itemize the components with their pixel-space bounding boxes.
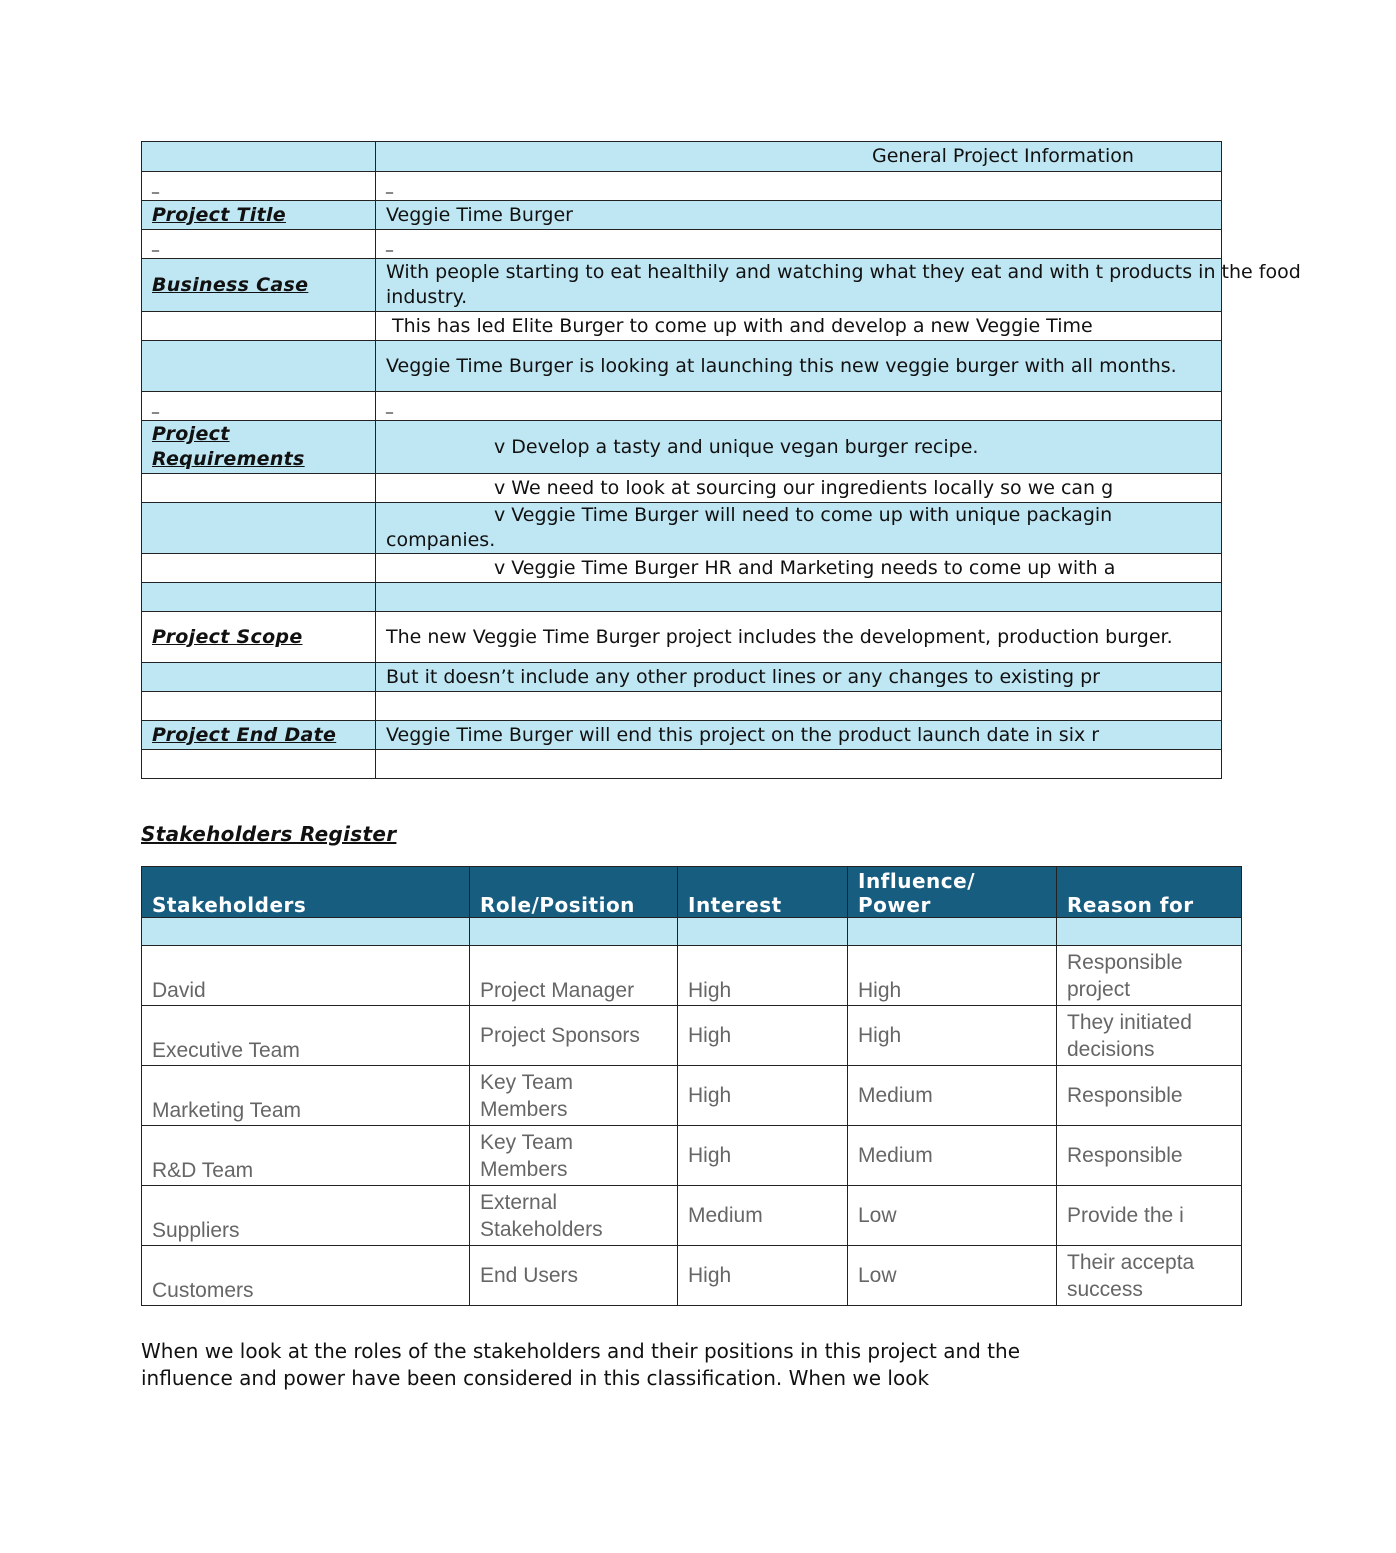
spacer-row [142,583,1222,612]
requirements-row-3 [142,503,1222,554]
table-row [142,1186,1242,1246]
header-role: Role/Position [470,867,678,918]
requirement-3-line-2: companies. [386,529,496,551]
stakeholders-register-title: Stakeholders Register [141,822,397,846]
stakeholder-influence: Low [848,1246,1057,1306]
business-case-row-2 [142,312,1222,341]
requirement-4: v Veggie Time Burger HR and Marketing needs to come up with a [376,554,1222,583]
scope-row [142,612,1222,663]
business-case-text-1-content: With people starting to eat healthily and watching what they eat and with t products in the food industry. [386,261,1301,308]
header-influence-power [848,867,1057,918]
stakeholder-role: Project Manager [470,946,678,1006]
stakeholder-influence: Low [848,1186,1057,1246]
dash-cell: _ [376,172,1222,201]
empty-cell [142,554,376,583]
project-title-value: Veggie Time Burger [376,201,1222,230]
stakeholder-role [470,1066,678,1126]
empty-cell [142,142,376,172]
scope-label: Project Scope [142,612,376,663]
scope-text-1 [376,612,1222,663]
stakeholder-reason-text: Responsible project [1067,950,1183,1001]
requirements-row-4 [142,554,1222,583]
end-date-label: Project End Date [142,721,376,750]
stakeholder-interest: High [678,946,848,1006]
stakeholder-influence: High [848,1006,1057,1066]
table-header-row [142,142,1222,172]
table-row [142,1126,1242,1186]
end-date-value: Veggie Time Burger will end this project on the product launch date in six r [376,721,1222,750]
stakeholder-reason-text: Their accepta success [1067,1250,1195,1301]
general-project-info-table [141,141,1301,779]
stakeholder-reason: Responsible [1057,1066,1242,1126]
stakeholder-name: Suppliers [142,1186,470,1246]
empty-cell [376,583,1222,612]
header-interest: Interest [678,867,848,918]
empty-cell [376,750,1222,779]
stakeholder-role: Project Sponsors [470,1006,678,1066]
spacer-row [142,172,1222,201]
business-case-row [142,259,1222,312]
empty-cell [142,750,376,779]
table-row [142,1246,1242,1306]
stakeholder-role-text: Key Team Members [480,1130,573,1181]
header-influence-power-text: Influence/ Power [858,869,976,917]
empty-cell [142,663,376,692]
stakeholder-role-text: Key Team Members [480,1070,573,1121]
dash-cell: _ [142,392,376,421]
project-title-row [142,201,1222,230]
business-case-label: Business Case [142,259,376,312]
scope-text-2: But it doesn’t include any other product lines or any changes to existing pr [376,663,1222,692]
dash-cell: _ [142,230,376,259]
requirement-1: v Develop a tasty and unique vegan burger recipe. [376,421,1222,474]
requirement-3-line-1: v Veggie Time Burger will need to come up with unique packagin [494,504,1113,526]
project-title-label: Project Title [142,201,376,230]
stakeholder-reason [1057,1246,1242,1306]
stakeholders-table [141,866,1242,1306]
stakeholder-role: End Users [470,1246,678,1306]
stakeholder-reason: Responsible [1057,1126,1242,1186]
empty-cell [848,918,1057,946]
empty-cell [142,583,376,612]
stakeholder-name: Executive Team [142,1006,470,1066]
spacer-row [142,750,1222,779]
header-reason: Reason for [1057,867,1242,918]
stakeholder-name: Marketing Team [142,1066,470,1126]
stakeholder-reason-text: They initiated decisions [1067,1010,1192,1061]
empty-cell [376,692,1222,721]
dash-cell: _ [376,392,1222,421]
stakeholder-reason [1057,946,1242,1006]
stakeholder-influence: Medium [848,1066,1057,1126]
requirements-row-2 [142,474,1222,503]
requirements-label: Project Requirements [142,421,376,474]
header-stakeholders: Stakeholders [142,867,470,918]
stakeholders-header-row [142,867,1242,918]
stakeholder-interest: Medium [678,1186,848,1246]
empty-cell [142,692,376,721]
empty-cell [142,341,376,392]
spacer-row [142,918,1242,946]
requirement-2: v We need to look at sourcing our ingredients locally so we can g [376,474,1222,503]
stakeholder-interest: High [678,1246,848,1306]
empty-cell [678,918,848,946]
spacer-row [142,692,1222,721]
empty-cell [142,503,376,554]
stakeholder-influence: High [848,946,1057,1006]
business-case-row-3 [142,341,1222,392]
table-header-title: General Project Information [376,142,1222,172]
stakeholder-name: David [142,946,470,1006]
stakeholder-reason: Provide the i [1057,1186,1242,1246]
table-row [142,946,1242,1006]
business-case-text-3 [376,341,1222,392]
requirement-3 [376,503,1222,554]
dash-cell: _ [142,172,376,201]
body-paragraph: When we look at the roles of the stakeholders and their positions in this project and the influence and power have been considered in this classification. When we look [141,1339,1021,1390]
empty-cell [142,312,376,341]
stakeholder-role-text: External Stakeholders [480,1190,603,1241]
scope-row-2 [142,663,1222,692]
stakeholder-name: R&D Team [142,1126,470,1186]
stakeholder-role [470,1126,678,1186]
stakeholder-reason [1057,1006,1242,1066]
empty-cell [1057,918,1242,946]
business-case-text-2: This has led Elite Burger to come up with and develop a new Veggie Time [376,312,1222,341]
stakeholder-role [470,1186,678,1246]
scope-text-1-content: The new Veggie Time Burger project includes the development, production burger. [386,625,1173,648]
stakeholder-name: Customers [142,1246,470,1306]
business-case-text-3-content: Veggie Time Burger is looking at launching this new veggie burger with all months. [386,354,1177,377]
table-row [142,1006,1242,1066]
table-row [142,1066,1242,1126]
dash-cell: _ [376,230,1222,259]
empty-cell [470,918,678,946]
spacer-row [142,230,1222,259]
requirements-row [142,421,1222,474]
empty-cell [142,474,376,503]
business-case-text-1 [376,259,1301,312]
end-date-row [142,721,1222,750]
empty-cell [142,918,470,946]
stakeholder-interest: High [678,1006,848,1066]
stakeholder-interest: High [678,1126,848,1186]
stakeholder-interest: High [678,1066,848,1126]
spacer-row [142,392,1222,421]
stakeholder-influence: Medium [848,1126,1057,1186]
